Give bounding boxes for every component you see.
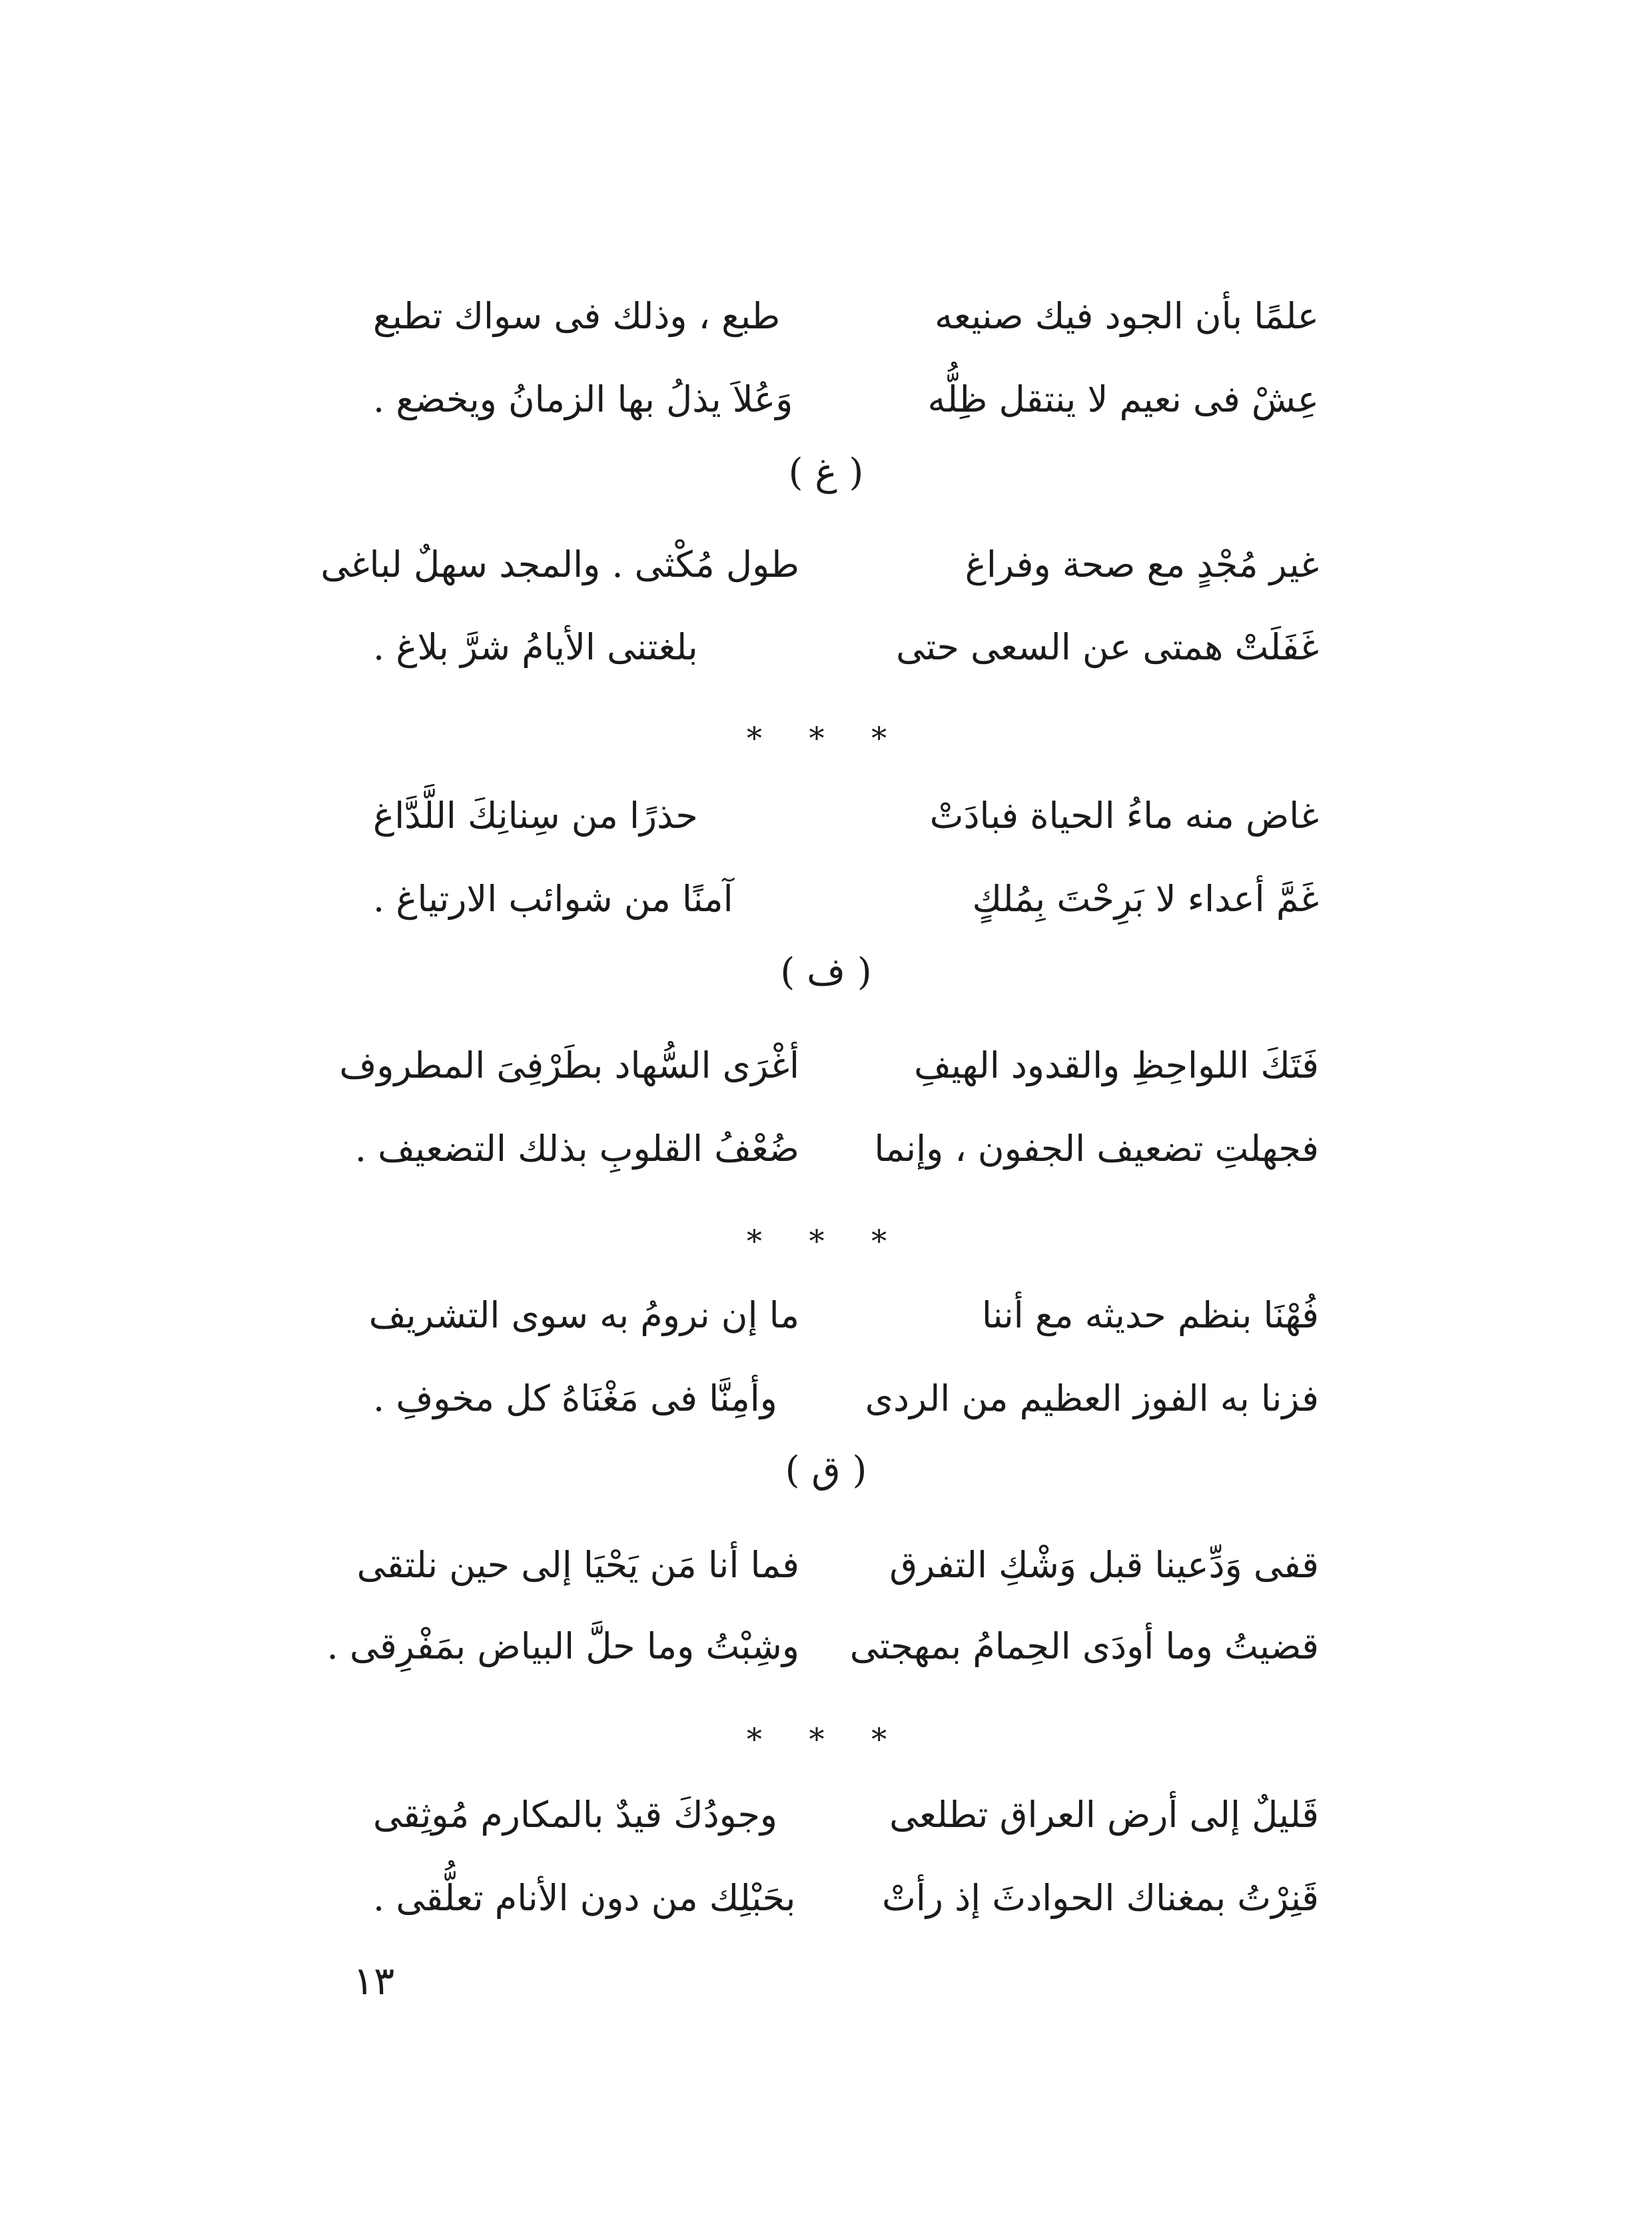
verse-line [373,360,1319,440]
second-hemistich: وجودُكَ قيدٌ بالمكارم مُوثِقى [373,1794,777,1836]
verse-line [320,525,1319,605]
section-divider: * * * [746,1223,906,1259]
first-hemistich: غاض منه ماءُ الحياة فبادَتْ [929,795,1319,837]
first-hemistich: قَليلٌ إلى أرض العراق تطلعى [889,1794,1319,1836]
verse-line [373,1359,1319,1439]
first-hemistich: عِشْ فى نعيم لا ينتقل ظِلُّه [927,378,1319,420]
section-heading: ( ق ) [785,1449,867,1492]
second-hemistich: طول مُكْثى . والمجد سهلٌ لباغى [320,544,799,585]
second-hemistich: ما إن نرومُ به سوى التشريف [368,1294,799,1336]
first-hemistich: فزنا به الفوز العظيم من الردى [865,1377,1319,1419]
verse-line [373,1775,1319,1855]
second-hemistich: أغْرَى السُّهاد بطَرْفِىَ المطروف [339,1044,799,1086]
first-hemistich: فُهْنَا بنظم حديثه مع أننا [981,1294,1319,1336]
first-hemistich: فجهلتِ تضعيف الجفون ، وإنما [874,1128,1319,1170]
first-hemistich: فَتَكَ اللواحِظِ والقدود الهيفِ [914,1044,1319,1086]
second-hemistich: آمنًا من شوائب الارتياغ . [373,878,733,920]
first-hemistich: قضيتُ وما أودَى الحِمامُ بمهجتى [849,1625,1319,1667]
second-hemistich: وأمِنَّا فى مَغْنَاهُ كل مخوفِ . [373,1377,777,1419]
verse-line [354,1109,1319,1189]
verse-line [373,776,1319,856]
second-hemistich: وَعُلاَ يذلُ بها الزمانُ ويخضع . [373,378,793,420]
section-heading: ( ف ) [780,950,872,994]
second-hemistich: وشِبْتُ وما حلَّ البياض بمَفْرِقى . [326,1625,799,1667]
section-divider: * * * [746,720,906,756]
second-hemistich: فما أنا مَن يَحْيَا إلى حين نلتقى [356,1544,799,1586]
first-hemistich: علمًا بأن الجود فيك صنيعه [935,295,1319,337]
page-number: ١٣ [353,1958,395,2004]
verse-line [373,859,1319,939]
section-heading: ( غ ) [788,451,864,494]
section-divider: * * * [746,1721,906,1757]
first-hemistich: قفى وَدِّعينا قبل وَشْكِ التفرق [889,1544,1319,1586]
verse-line [339,1026,1319,1106]
first-hemistich: قَنِرْتُ بمغناك الحوادثَ إذ رأتْ [881,1877,1319,1919]
verse-line [326,1607,1319,1686]
verse-line [373,607,1319,687]
first-hemistich: غَمَّ أعداء لا بَرِحْتَ بِمُلكٍ [972,878,1319,920]
second-hemistich: بحَبْلِك من دون الأنام تعلُّقى . [373,1877,796,1919]
first-hemistich: غَفَلَتْ همتى عن السعى حتى [896,626,1319,668]
verse-line [356,1525,1319,1605]
second-hemistich: طبع ، وذلك فى سواك تطبع [373,295,781,337]
verse-line [373,1858,1319,1938]
verse-line [373,276,1319,356]
verse-line [368,1276,1319,1355]
second-hemistich: حذرًا من سِنانِكَ اللَّدَّاغ [373,795,698,837]
second-hemistich: بلغتنى الأيامُ شرَّ بلاغ . [373,626,698,668]
second-hemistich: ضُعْفُ القلوبِ بذلك التضعيف . [354,1128,799,1170]
first-hemistich: غير مُجْدٍ مع صحة وفراغ [965,544,1319,585]
